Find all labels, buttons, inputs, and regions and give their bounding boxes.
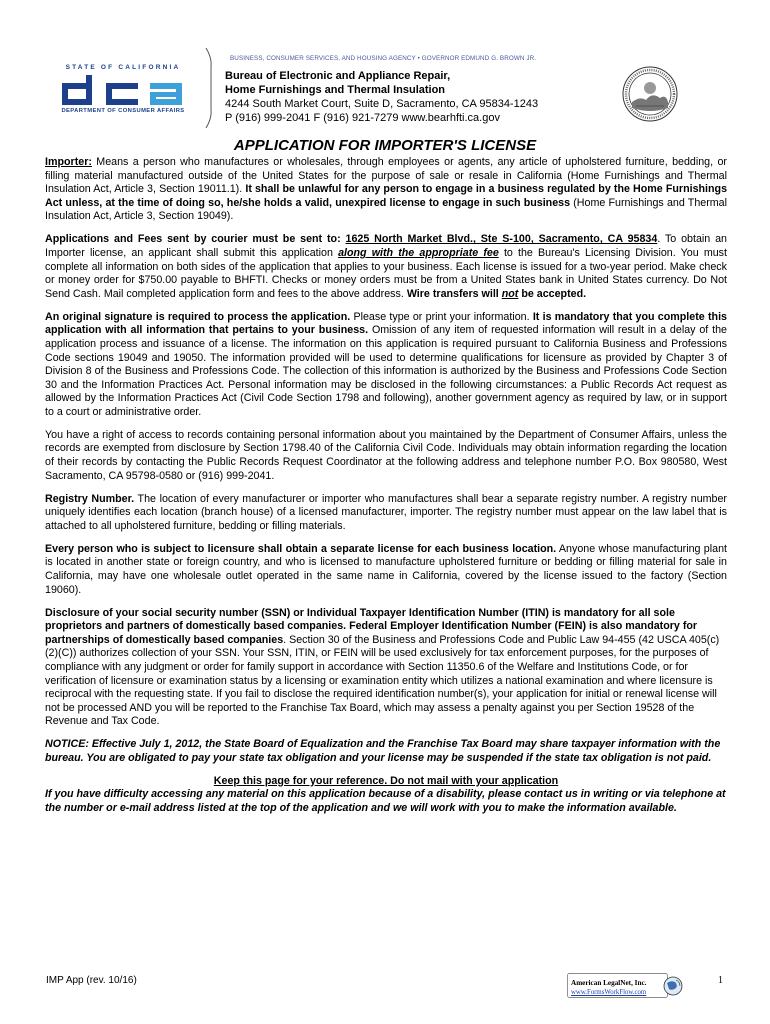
state-seal-icon (622, 66, 678, 122)
paragraph-separate-license: Every person who is subject to licensure shall obtain a separate license for each business location. Anyone whose manufacturing plant is located in another state or foreign country, and who is licensed to manufacture upholstered furniture or bedding or filling material for sale in California, may have one wholesale outlet operated in the same name in California, covered by the license issued to the factory (Section 19060). (45, 542, 727, 596)
bureau-address: 4244 South Market Court, Suite D, Sacramento, CA 95834-1243 (225, 98, 539, 110)
disability-notice: If you have difficulty accessing any material on this application because of a disability, please contact us in writing or via telephone at the number or e-mail address listed at the top of the application and we will work with you to make the information available. (45, 788, 726, 815)
courier-address: 1625 North Market Blvd., Ste S-100, Sacramento, CA 95834 (345, 233, 658, 246)
dca-logo-letters (60, 73, 186, 109)
paragraph-fees: Applications and Fees sent by courier must be sent to: 1625 North Market Blvd., Ste S-100, Sacramento, CA 95834. To obtain an Importer license, an applicant shall submit this application along with the appropriate fee to the Bureau's Licensing Division. You must complete all information on both sides of the application that applies to your business. Each license is issued for a two-year period. Make check or money order for $750.00 payable to BHFTI. Checks or money orders must be from a United States bank in United States currency. Do Not Send Cash. Mail completed application form and fees to the above address. Wire transfers will not be accepted. (45, 233, 727, 300)
bureau-name-line1: Bureau of Electronic and Appliance Repair, (225, 70, 451, 82)
paragraph-ssn-disclosure: Disclosure of your social security number (SSN) or Individual Taxpayer Identification Number (ITIN) is mandatory for all sole proprietors and partners of domestically based companies. Federal Employer Identification Number (FEIN) is also mandatory for partnerships of domestically based companies. Section 30 of the Business and Professions Code and Public Law 94-455 (42 USCA 405(c)(2)(C)) authorizes collection of your SSN. Your SSN, ITIN, or FEIN will be used exclusively for tax enforcement purposes, for the purposes of compliance with any judgment or order for family support in accordance with Section 11350.6 of the Welfare and Institutions Code, or for verification of licensure or examination status by a licensing or examination entity which utilizes a national examination and where licensure is reciprocal with the requesting state. If you fail to disclose the required identification number(s), your application for initial or renewal license will not be processed AND you will be reported to the Franchise Tax Board, which may assess a penalty against you per Section 19528 of the Revenue and Tax Code. (45, 606, 720, 728)
vendor-stamp (567, 970, 685, 1000)
keep-page-notice: Keep this page for your reference. Do not mail with your application (213, 774, 559, 787)
tax-notice: NOTICE: Effective July 1, 2012, the State Board of Equalization and the Franchise Tax Board may share taxpayer information with the bureau. You are obligated to pay your state tax obligation and your license may be suspended if the state tax obligation is not paid. (45, 738, 721, 764)
logo-department-text: DEPARTMENT OF CONSUMER AFFAIRS (61, 108, 185, 114)
page-number: 1 (718, 975, 723, 986)
logo-state-text: STATE OF CALIFORNIA (65, 64, 181, 71)
bureau-info (225, 69, 538, 125)
paragraph-registry: Registry Number. The location of every manufacturer or importer who manufactures shall bear a separate registry number. A registry number uniquely identifies each location (branch house) of a licensed manufacturer, importer. The registry number must appear on the law label that is attached to all upholstered furniture, bedding or filling materials. (45, 492, 727, 532)
globe-icon (663, 976, 683, 996)
paragraph-records-access: You have a right of access to records containing personal information about you maintained by the Department of Consumer Affairs, unless the records are exempted from disclosure by Section 1798.40 of the California Civil Code. Individuals may obtain information regarding the location of their records by contacting the Public Records Request Coordinator at the following address and telephone number P.O. Box 980580, West Sacramento, CA 95798-0580 or (916) 999-2041. (45, 428, 727, 482)
paragraph-importer: Importer: Means a person who manufactures or wholesales, through employees or agents, any article of upholstered furniture, bedding, or filling material manufactured outside of the United States for the purpose of sale or resale in California (Home Furnishings and Thermal Insulation Act, Article 3, Section 19011.1). It shall be unlawful for any person to engage in a business regulated by the Home Furnishings Act unless, at the time of doing so, he/she holds a valid, unexpired license to engage in such business (Home Furnishings and Thermal Insulation Act, Article 3, Section 19049). (45, 156, 728, 223)
bureau-contact: P (916) 999-2041 F (916) 921-7279 www.bearhfti.ca.gov (225, 112, 500, 124)
page-title: APPLICATION FOR IMPORTER'S LICENSE (233, 137, 537, 154)
form-revision: IMP App (rev. 10/16) (46, 975, 137, 986)
dca-logo (58, 64, 188, 120)
importer-label: Importer: (45, 156, 92, 168)
vendor-name: American LegalNet, Inc. (571, 979, 647, 987)
agency-line: BUSINESS, CONSUMER SERVICES, AND HOUSING AGENCY • GOVERNOR EDMUND G. BROWN JR. (230, 55, 537, 62)
paragraph-signature: An original signature is required to process the application. Please type or print your information. It is mandatory that you complete this application with all information that pertains to your business. Omission of any item of requested information will result in a delay of the application process and issuance of a license. The information on this application is required pursuant to California Business and Professions Code sections 19049 and 19050. The information provided will be used to determine qualifications for licensure as provided by Chapter 3 of Division 8 of the Business and Professions Code. The collection of this information is authorized by the Business and Professions Code Section 30 and the Information Practices Act. Personal information may be disclosed in the following circumstances: a Public Records Act request as allowed by the Information Practices Act (Civil Code Section 1798 and following), another government agency as required by law, or in support to a court or administrative order. (45, 310, 727, 418)
bureau-name-line2: Home Furnishings and Thermal Insulation (225, 84, 446, 96)
header-divider (205, 48, 213, 128)
instructions-body (45, 156, 727, 825)
vendor-url[interactable]: www.FormsWorkFlow.com (571, 989, 647, 996)
